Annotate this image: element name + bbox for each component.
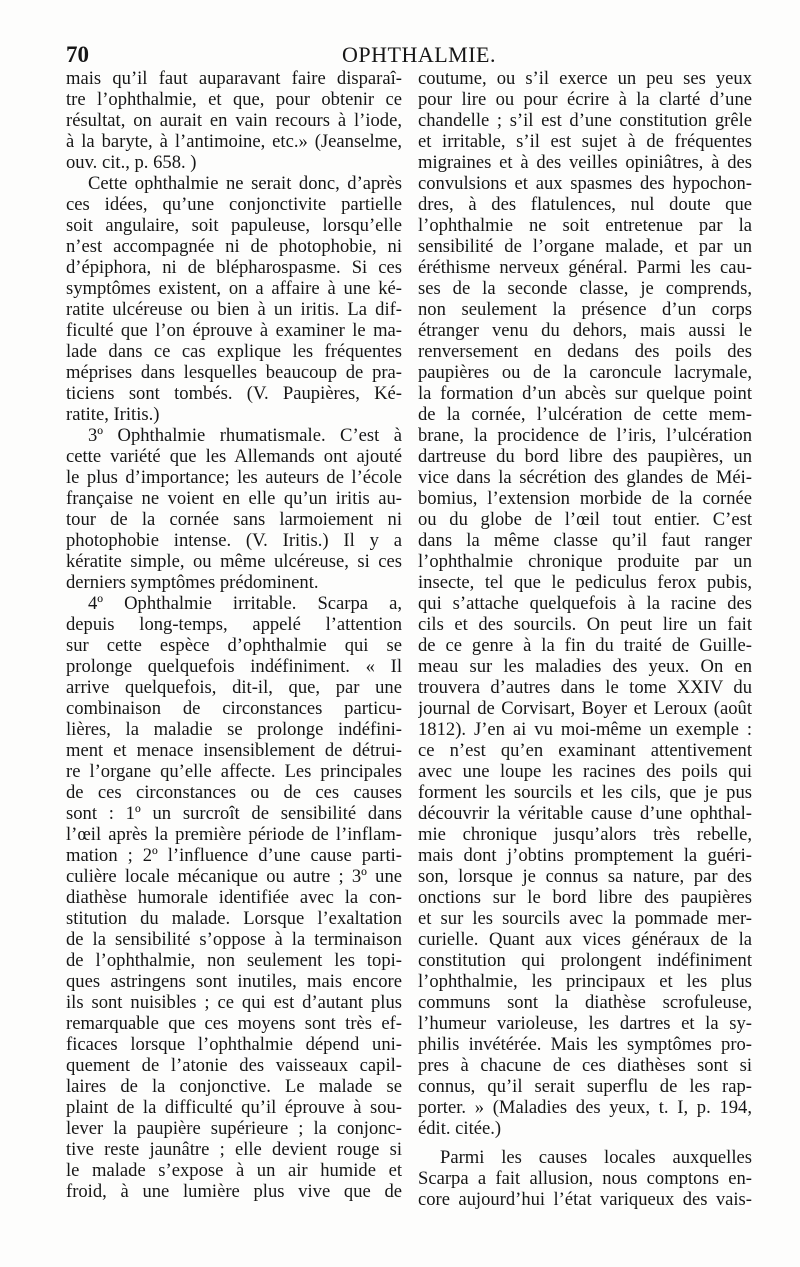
text-line: de la sensibilité s’oppose à la terminaison xyxy=(66,929,402,950)
text-line: tive reste jaunâtre ; elle devient rouge si xyxy=(66,1139,402,1160)
text-line: lières, la maladie se prolonge indéfini- xyxy=(66,719,402,740)
text-line: son, lorsque je connus sa nature, par des xyxy=(418,866,752,887)
text-line: l’humeur varioleuse, les dartres et la sy- xyxy=(418,1013,752,1034)
text-line: mais qu’il faut auparavant faire disparaî- xyxy=(66,68,402,89)
text-line: d’épiphora, ni de blépharospasme. Si ces xyxy=(66,257,402,278)
paragraph-gap xyxy=(418,1139,752,1147)
text-line: de ce genre à la fin du traité de Guille- xyxy=(418,635,752,656)
text-line: ses de la seconde classe, je comprends, xyxy=(418,278,752,299)
text-line: mation ; 2º l’influence d’une cause parti- xyxy=(66,845,402,866)
text-line: vice dans la sécrétion des glandes de Méi- xyxy=(418,467,752,488)
text-line: symptômes existent, on a affaire à une ké- xyxy=(66,278,402,299)
text-line: renversement en dedans des poils des xyxy=(418,341,752,362)
text-line: qui s’attache quelquefois à la racine des xyxy=(418,593,752,614)
text-line: tre l’ophthalmie, et que, pour obtenir ce xyxy=(66,89,402,110)
text-line: cette variété que les Allemands ont ajouté xyxy=(66,446,402,467)
text-line: soit angulaire, soit papuleuse, lorsqu’elle xyxy=(66,215,402,236)
text-line: de la cornée, l’ulcération de cette mem- xyxy=(418,404,752,425)
text-line: core aujourd’hui l’état variqueux des vais- xyxy=(418,1189,752,1210)
text-line: française ne voient en elle qu’un iritis au- xyxy=(66,488,402,509)
text-line: pour lire ou pour écrire à la clarté d’une xyxy=(418,89,752,110)
text-line: lade dans ce cas explique les fréquentes xyxy=(66,341,402,362)
text-line: porter. » (Maladies des yeux, t. I, p. 194, xyxy=(418,1097,752,1118)
text-line: combinaison de circonstances particu- xyxy=(66,698,402,719)
text-line: 3º Ophthalmie rhumatismale. C’est à xyxy=(88,425,402,446)
text-line: pres à chacune de ces diathèses sont si xyxy=(418,1055,752,1076)
text-line: résultat, on aurait en vain recours à l’iode, xyxy=(66,110,402,131)
text-line: mie chronique jusqu’alors très rebelle, xyxy=(418,824,752,845)
text-line: trouvera d’autres dans le tome XXIV du xyxy=(418,677,752,698)
text-line: cils et des sourcils. On peut lire un fait xyxy=(418,614,752,635)
text-line: dartreuse du bord libre des paupières, un xyxy=(418,446,752,467)
text-line: ouv. cit., p. 658. ) xyxy=(66,152,197,173)
text-line: éréthisme nerveux général. Parmi les cau- xyxy=(418,257,752,278)
text-line: sont : 1º un surcroît de sensibilité dans xyxy=(66,803,402,824)
text-line: la formation d’un abcès sur quelque point xyxy=(418,383,752,404)
text-line: culière locale mécanique ou autre ; 3º une xyxy=(66,866,402,887)
text-line: 4º Ophthalmie irritable. Scarpa a, xyxy=(88,593,402,614)
text-line: prolonge quelquefois indéfiniment. « Il xyxy=(66,656,402,677)
text-line: coutume, ou s’il exerce un peu ses yeux xyxy=(418,68,752,89)
text-line: tour de la cornée sans larmoiement ni xyxy=(66,509,402,530)
text-line: le malade s’expose à un air humide et xyxy=(66,1160,402,1181)
text-line: l’ophthalmie ne soit entretenue par la xyxy=(418,215,752,236)
text-line: Parmi les causes locales auxquelles xyxy=(440,1147,752,1168)
text-line: ficaces lorsque l’ophthalmie dépend uni- xyxy=(66,1034,402,1055)
text-line: chandelle ; s’il est d’une constitution grêle xyxy=(418,110,752,131)
text-line: ce n’est qu’en examinant attentivement xyxy=(418,740,752,761)
text-line: le plus d’importance; les auteurs de l’école xyxy=(66,467,402,488)
text-line: lever la paupière supérieure ; la conjonc- xyxy=(66,1118,402,1139)
text-line: journal de Corvisart, Boyer et Leroux (août xyxy=(418,698,752,719)
text-line: brane, la procidence de l’iris, l’ulcération xyxy=(418,425,752,446)
text-line: stitution du malade. Lorsque l’exaltation xyxy=(66,908,402,929)
text-line: Scarpa a fait allusion, nous comptons en- xyxy=(418,1168,752,1189)
text-line: derniers symptômes prédominent. xyxy=(66,572,319,593)
text-line: Cette ophthalmie ne serait donc, d’après xyxy=(88,173,402,194)
text-line: quement de l’atonie des vaisseaux capil- xyxy=(66,1055,402,1076)
text-line: ratite, Iritis.) xyxy=(66,404,160,425)
text-line: connus, qu’il serait superflu de les rap- xyxy=(418,1076,752,1097)
text-line: mais dont j’obtins promptement la guéri- xyxy=(418,845,752,866)
text-line: ces idées, qu’une conjonctivite partielle xyxy=(66,194,402,215)
text-line: 1812). J’en ai vu moi-même un exemple : xyxy=(418,719,752,740)
text-line: ques astringens sont inutiles, mais encore xyxy=(66,971,402,992)
text-line: kératite simple, ou même ulcéreuse, si ces xyxy=(66,551,402,572)
text-line: forment les sourcils et les cils, que je pus xyxy=(418,782,752,803)
text-line: et sur les sourcils avec la pommade mer- xyxy=(418,908,752,929)
text-line: remarquable que ces moyens sont très ef- xyxy=(66,1013,402,1034)
text-line: plaint de la difficulté qu’il éprouve à sou- xyxy=(66,1097,402,1118)
text-line: philis invétérée. Mais les symptômes pro- xyxy=(418,1034,752,1055)
text-line: découvrir la véritable cause d’une ophthal- xyxy=(418,803,752,824)
text-line: bomius, l’extension morbide de la cornée xyxy=(418,488,752,509)
page-number: 70 xyxy=(66,42,89,67)
text-line: et irritable, s’il est sujet à de fréquentes xyxy=(418,131,752,152)
right-column xyxy=(418,68,752,1210)
text-line: dans la même classe qu’il faut ranger xyxy=(418,530,752,551)
text-line: non seulement la présence d’un corps xyxy=(418,299,752,320)
text-line: ou du globe de l’œil tout entier. C’est xyxy=(418,509,752,530)
text-line: l’ophthalmie chronique produite par un xyxy=(418,551,752,572)
text-line: sur cette espèce d’ophthalmie qui se xyxy=(66,635,402,656)
text-line: re l’organe qu’elle affecte. Les principales xyxy=(66,761,402,782)
text-line: l’ophthalmie, les principaux et les plus xyxy=(418,971,752,992)
text-line: migraines et à des veilles opiniâtres, à des xyxy=(418,152,752,173)
text-line: méprises dans lesquelles beaucoup de pra- xyxy=(66,362,402,383)
text-line: édit. citée.) xyxy=(418,1118,502,1139)
text-line: de ces circonstances ou de ces causes xyxy=(66,782,402,803)
text-line: insecte, tel que le pediculus ferox pubis, xyxy=(418,572,752,593)
text-line: diathèse humorale identifiée avec la con- xyxy=(66,887,402,908)
text-line: avec une loupe les racines des poils qui xyxy=(418,761,752,782)
text-line: convulsions et aux spasmes des hypochon- xyxy=(418,173,752,194)
text-line: ticiens sont tombés. (V. Paupières, Ké- xyxy=(66,383,402,404)
text-line: laires de la conjonctive. Le malade se xyxy=(66,1076,402,1097)
text-line: depuis long-temps, appelé l’attention xyxy=(66,614,402,635)
text-line: meau sur les maladies des yeux. On en xyxy=(418,656,752,677)
text-line: photophobie intense. (V. Iritis.) Il y a xyxy=(66,530,402,551)
text-line: dres, à des flatulences, nul doute que xyxy=(418,194,752,215)
text-line: l’œil après la première période de l’inflam- xyxy=(66,824,402,845)
text-line: froid, à une lumière plus vive que de xyxy=(66,1181,402,1202)
text-line: ficulté que l’on éprouve à examiner le ma- xyxy=(66,320,402,341)
text-line: ratite ulcéreuse ou bien à un iritis. La dif- xyxy=(66,299,402,320)
text-line: curielle. Quant aux vices généraux de la xyxy=(418,929,752,950)
text-line: onctions sur le bord libre des paupières xyxy=(418,887,752,908)
running-title: OPHTHALMIE. xyxy=(342,42,496,67)
text-line: ment et menace insensiblement de détrui- xyxy=(66,740,402,761)
text-line: n’est accompagnée ni de photophobie, ni xyxy=(66,236,402,257)
text-line: communs sont la diathèse scrofuleuse, xyxy=(418,992,752,1013)
text-line: de l’ophthalmie, non seulement les topi- xyxy=(66,950,402,971)
running-head xyxy=(66,42,750,70)
text-line: à la baryte, à l’antimoine, etc.» (Jeanselme, xyxy=(66,131,402,152)
text-line: sensibilité de l’organe malade, et par un xyxy=(418,236,752,257)
text-line: ils sont nuisibles ; ce qui est d’autant plus xyxy=(66,992,402,1013)
left-column xyxy=(66,68,402,1202)
text-line: paupières ou de la caroncule lacrymale, xyxy=(418,362,752,383)
text-line: étranger venu du dehors, mais aussi le xyxy=(418,320,752,341)
text-line: arrive quelquefois, dit-il, que, par une xyxy=(66,677,402,698)
text-line: constitution qui prolongent indéfiniment xyxy=(418,950,752,971)
